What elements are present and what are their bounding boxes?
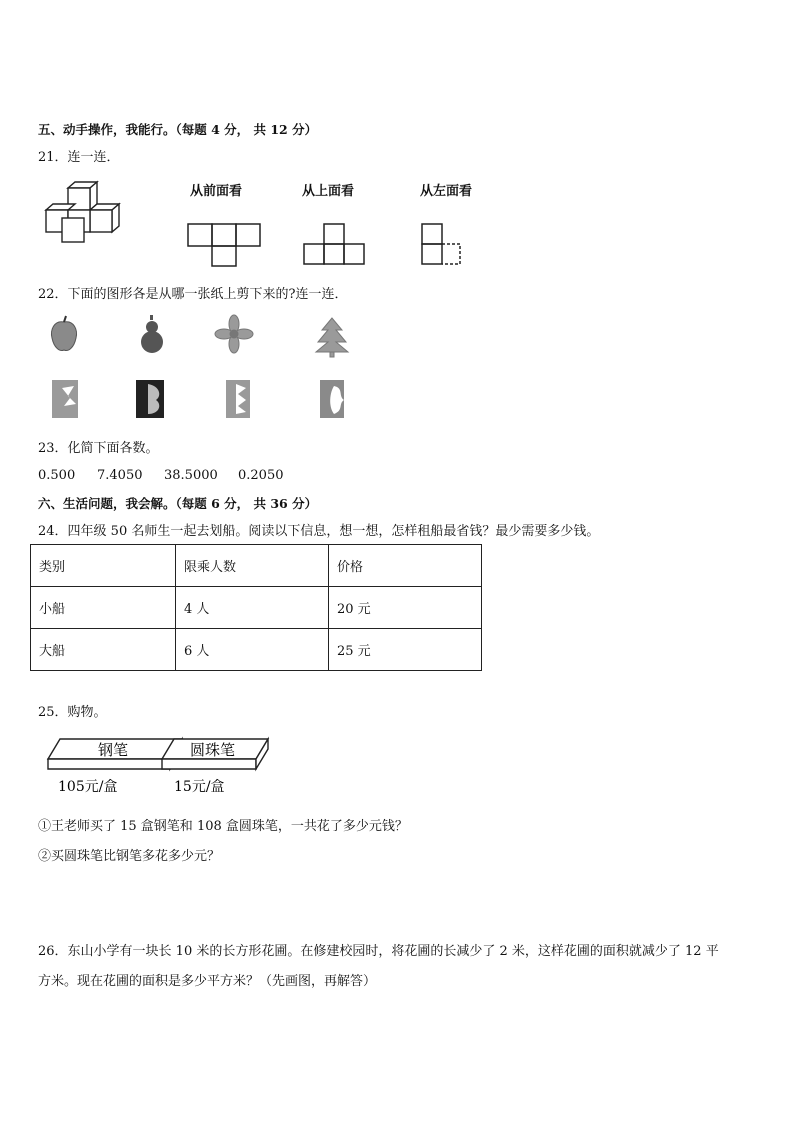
gourd-cutout <box>141 315 163 353</box>
q25-sub1: ①王老师买了 15 盒钢笔和 108 盒圆珠笔，一共花了多少元钱？ <box>38 819 408 834</box>
q23-text: 23．化简下面各数。 <box>38 441 159 456</box>
flower-cutout <box>215 315 253 353</box>
boat-rental-table <box>30 544 482 671</box>
left-view-shape <box>418 220 468 268</box>
q23-number-4: 0.2050 <box>238 468 284 483</box>
q21-text: 21．连一连． <box>38 150 120 165</box>
table-cell: 4 人 <box>176 587 329 629</box>
view-label-left: 从左面看 <box>420 184 473 199</box>
paper-sheet-2 <box>136 380 164 418</box>
q23-number-2: 7.4050 <box>97 468 143 483</box>
q23-number-1: 0.500 <box>38 468 76 483</box>
paper-sheet-4 <box>320 380 344 418</box>
table-cell: 小船 <box>31 587 176 629</box>
ballpen-box-label: 圆珠笔 <box>190 741 236 759</box>
cutout-shapes-row <box>48 314 358 358</box>
table-header-row <box>31 545 482 587</box>
table-row <box>31 587 482 629</box>
pen-box-label: 钢笔 <box>98 741 129 759</box>
q23-number-3: 38.5000 <box>164 468 218 483</box>
pen-price: 105元/盒 <box>58 779 118 795</box>
top-view-shape <box>302 220 372 268</box>
tree-cutout <box>316 318 348 357</box>
q24-text: 24．四年级 50 名师生一起去划船。阅读以下信息，想一想，怎样租船最省钱？最少需要多少钱。 <box>38 524 600 539</box>
table-cell: 25 元 <box>329 629 482 671</box>
table-cell: 6 人 <box>176 629 329 671</box>
product-boxes <box>44 735 284 797</box>
table-header-cell: 价格 <box>329 545 482 587</box>
q26-line2: 方米。现在花圃的面积是多少平方米？（先画图，再解答） <box>38 974 377 989</box>
q22-text: 22．下面的图形各是从哪一张纸上剪下来的?连一连． <box>38 287 348 302</box>
paper-sheets-row <box>48 376 358 422</box>
table-header-cell: 限乘人数 <box>176 545 329 587</box>
front-view-shape <box>186 220 266 268</box>
section6-title: 六、生活问题，我会解。（每题 6 分， 共 36 分） <box>38 496 318 511</box>
view-label-front: 从前面看 <box>190 184 243 199</box>
table-header-cell: 类别 <box>31 545 176 587</box>
q26-line1: 26．东山小学有一块长 10 米的长方形花圃。在修建校园时，将花圃的长减少了 2 米，这样花圃的面积就减少了 12 平 <box>38 944 719 959</box>
q25-sub2: ②买圆珠笔比钢笔多花多少元？ <box>38 849 221 864</box>
paper-sheet-1 <box>52 380 78 418</box>
cube-stack-figure <box>40 178 130 248</box>
q25-text: 25．购物。 <box>38 705 107 720</box>
view-label-top: 从上面看 <box>302 184 355 199</box>
apple-cutout <box>52 316 77 351</box>
section5-title: 五、动手操作，我能行。（每题 4 分， 共 12 分） <box>38 122 318 137</box>
table-cell: 大船 <box>31 629 176 671</box>
paper-sheet-3 <box>226 380 250 418</box>
table-cell: 20 元 <box>329 587 482 629</box>
table-row <box>31 629 482 671</box>
ballpen-price: 15元/盒 <box>174 779 225 795</box>
